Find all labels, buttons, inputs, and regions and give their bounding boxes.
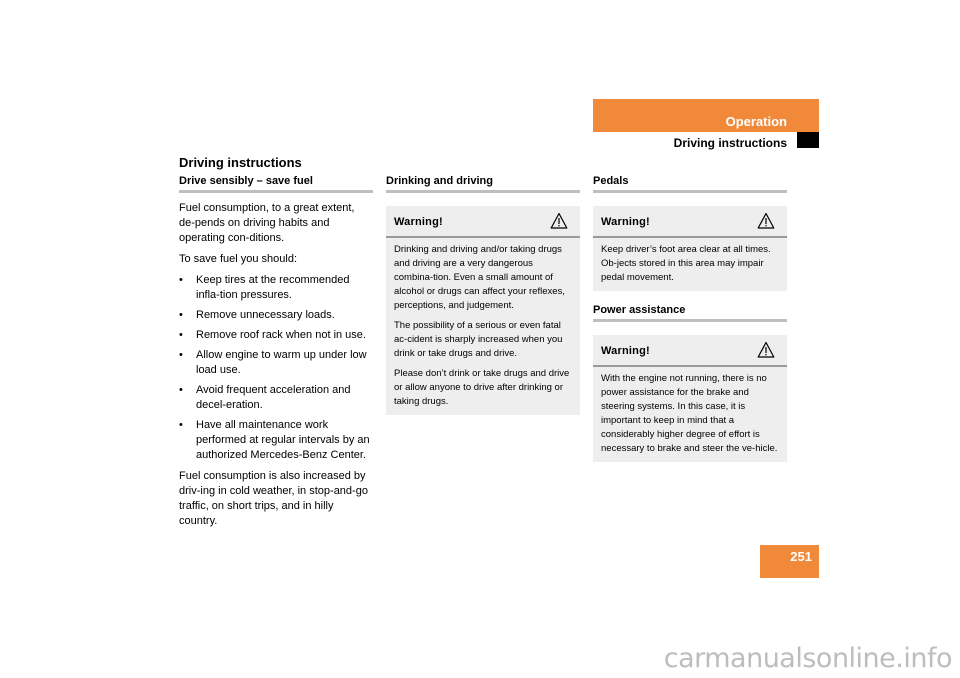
fuel-closing: Fuel consumption is also increased by driv-ing in cold weather, in stop-and-go traffic, on short trips, and in hilly country. bbox=[179, 470, 368, 527]
section-heading-drinking: Drinking and driving bbox=[386, 175, 580, 193]
column-drinking bbox=[386, 175, 580, 428]
warning-box-pedals bbox=[593, 206, 787, 291]
bullet-icon: • bbox=[179, 419, 183, 431]
column-pedals bbox=[593, 175, 787, 475]
warning-paragraph: The possibility of a serious or even fatal ac-cident is sharply increased when you drink or take drugs and drive. bbox=[394, 320, 563, 359]
warning-body bbox=[593, 367, 787, 462]
section-heading-power: Power assistance bbox=[593, 304, 787, 322]
column-fuel bbox=[179, 175, 373, 535]
warning-triangle-icon bbox=[757, 341, 775, 359]
fuel-intro: Fuel consumption, to a great extent, de-pends on driving habits and operating con-ditions. bbox=[179, 202, 355, 244]
fuel-lead: To save fuel you should: bbox=[179, 253, 298, 265]
bullet-icon: • bbox=[179, 309, 183, 321]
list-item: • Allow engine to warm up under low load use. bbox=[179, 349, 367, 376]
warning-label: Warning! bbox=[601, 345, 650, 357]
warning-paragraph: Keep driver’s foot area clear at all times. Ob-jects stored in this area may impair pedal movement. bbox=[601, 244, 771, 283]
warning-triangle-icon bbox=[757, 212, 775, 230]
warning-triangle-icon bbox=[550, 212, 568, 230]
list-item: • Have all maintenance work performed at regular intervals by an authorized Mercedes-Benz Center. bbox=[179, 419, 370, 461]
watermark: carmanualsonline.info bbox=[663, 643, 952, 674]
bullet-icon: • bbox=[179, 329, 183, 341]
warning-body bbox=[593, 238, 787, 291]
list-item: • Keep tires at the recommended infla-tion pressures. bbox=[179, 274, 350, 301]
warning-label: Warning! bbox=[601, 216, 650, 228]
warning-paragraph: Drinking and driving and/or taking drugs and driving are a very dangerous combina-tion. Even a small amount of alcohol or drugs can affect your reflexes, perceptions, and judgement. bbox=[394, 244, 565, 311]
page-number: 251 bbox=[790, 549, 812, 564]
warning-label: Warning! bbox=[394, 216, 443, 228]
bullet-icon: • bbox=[179, 384, 183, 396]
page-title: Driving instructions bbox=[179, 155, 302, 170]
warning-header bbox=[593, 335, 787, 367]
header-section-title: Operation bbox=[725, 114, 787, 129]
warning-body bbox=[386, 238, 580, 415]
bullet-icon: • bbox=[179, 349, 183, 361]
bullet-icon: • bbox=[179, 274, 183, 286]
warning-paragraph: With the engine not running, there is no power assistance for the brake and steering systems. In this case, it is important to keep in mind that a considerably higher degree of effort is necessary to brake and steer the ve-hicle. bbox=[601, 373, 778, 454]
list-item: • Remove roof rack when not in use. bbox=[179, 329, 366, 341]
list-item: • Avoid frequent acceleration and decel-eration. bbox=[179, 384, 351, 411]
section-heading-pedals: Pedals bbox=[593, 175, 787, 193]
header-subtitle: Driving instructions bbox=[673, 136, 787, 150]
warning-header bbox=[386, 206, 580, 238]
warning-box-power bbox=[593, 335, 787, 462]
list-item: • Remove unnecessary loads. bbox=[179, 309, 335, 321]
section-heading-fuel: Drive sensibly – save fuel bbox=[179, 175, 373, 193]
warning-header bbox=[593, 206, 787, 238]
warning-box-drinking bbox=[386, 206, 580, 415]
warning-paragraph: Please don’t drink or take drugs and drive or allow anyone to drive after drinking or taking drugs. bbox=[394, 368, 570, 407]
header-marker bbox=[797, 132, 819, 148]
fuel-tips-list bbox=[179, 273, 373, 463]
